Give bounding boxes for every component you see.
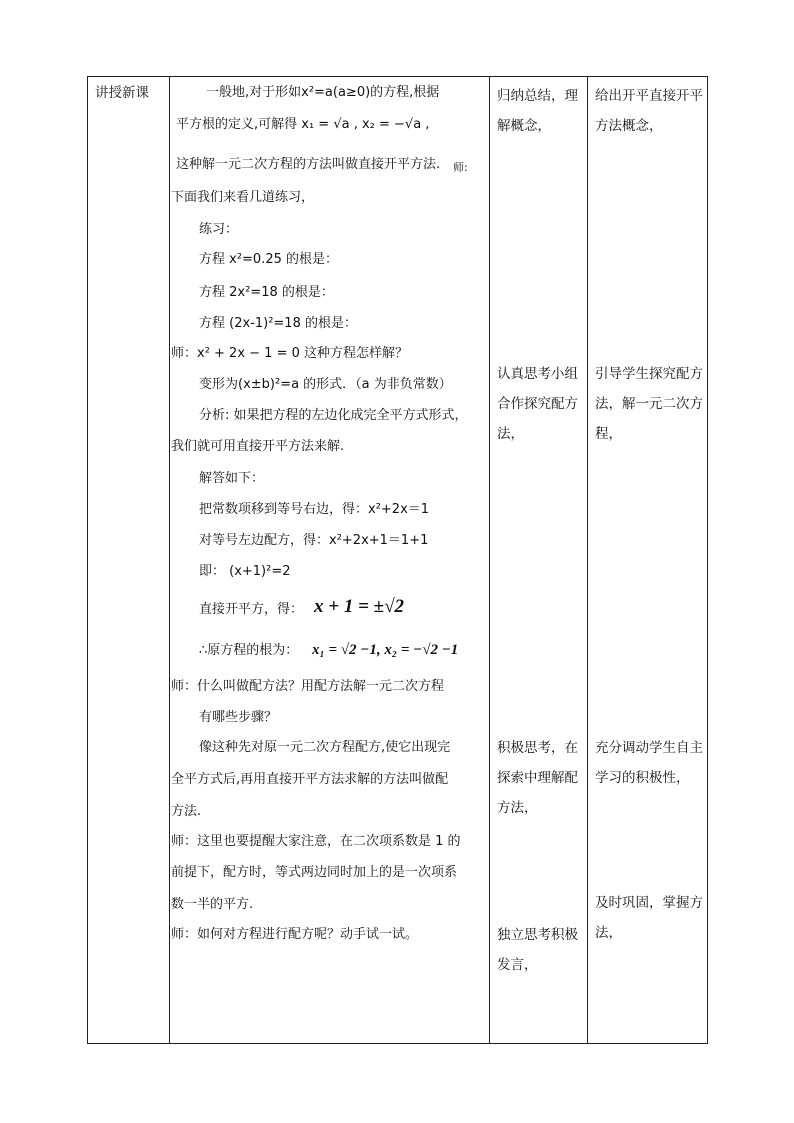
design-intent-cell xyxy=(588,77,708,1044)
section-label: 讲授新课 xyxy=(95,85,149,101)
content-line: 变形为(x±b)²=a 的形式．（a 为非负常数） xyxy=(199,377,452,392)
teaching-content-cell xyxy=(170,77,490,1044)
content-line: 我们就可用直接开平方法来解. xyxy=(171,439,345,454)
content-line: 师：这里也要提醒大家注意，在二次项系数是 1 的 xyxy=(171,834,461,849)
content-line: 练习： xyxy=(199,222,239,237)
content-line: 解答如下： xyxy=(199,471,265,486)
content-line: 即： (x+1)²=2 xyxy=(199,564,291,579)
content-line: 方法. xyxy=(171,804,202,819)
content-line: 数一半的平方. xyxy=(171,897,254,912)
content-line: 直接开平方，得： xyxy=(199,602,304,617)
content-line: 把常数项移到等号右边，得：x²+2x＝1 xyxy=(199,502,430,517)
content-line: 有哪些步骤？ xyxy=(199,710,278,725)
teaching-content xyxy=(170,77,489,1043)
content-line: 对等号左边配方，得：x²+2x+1＝1+1 xyxy=(199,533,429,548)
design-note: 及时巩固，掌握方法， xyxy=(595,895,703,941)
lesson-plan-table xyxy=(87,76,708,1044)
content-line: 这种解一元二次方程的方法叫做直接开平方法. xyxy=(176,157,441,172)
content-line: 像这种先对原一元二次方程配方,使它出现完 xyxy=(199,740,451,755)
content-line: 一般地,对于形如x²=a(a≥0)的方程,根据 xyxy=(206,85,440,100)
content-line: 分析: 如果把方程的左边化成完全平方式形式， xyxy=(199,408,468,423)
content-line: 平方根的定义,可解得 x₁ = √a , x₂ = −√a , xyxy=(176,117,430,132)
content-line: ∴原方程的根为： xyxy=(199,643,299,658)
design-note: 引导学生探究配方法，解一元二次方程， xyxy=(595,366,703,442)
content-line: 师: xyxy=(453,161,468,174)
content-line: 方程 (2x-1)²=18 的根是： xyxy=(199,316,357,331)
student-note: 积极思考，在探索中理解配方法， xyxy=(497,740,578,816)
content-line: 全平方式后,再用直接开平方法求解的方法叫做配 xyxy=(171,772,449,787)
content-line: 方程 2x²=18 的根是： xyxy=(199,285,334,300)
content-line: 师：什么叫做配方法？用配方法解一元二次方程 xyxy=(171,679,445,694)
equation-roots: x₁ = √2 −1, x₂ = −√2 −1 xyxy=(312,642,459,658)
student-note: 独立思考积极发言， xyxy=(497,927,578,973)
design-note: 充分调动学生自主学习的积极性， xyxy=(595,740,703,786)
student-note: 归纳总结，理解概念， xyxy=(497,88,578,134)
design-note: 给出开平直接开平方法概念， xyxy=(595,88,703,134)
content-line: 方程 x²=0.25 的根是： xyxy=(199,252,339,267)
content-line: 师：如何对方程进行配方呢？动手试一试。 xyxy=(171,927,419,942)
content-line: 师：x² + 2x − 1 = 0 这种方程怎样解？ xyxy=(171,346,409,361)
content-line: 下面我们来看几道练习， xyxy=(171,190,315,205)
equation-sqrt: x + 1 = ±√2 xyxy=(314,596,405,617)
section-label-cell xyxy=(88,77,170,1044)
student-activity-cell xyxy=(490,77,588,1044)
content-line: 前提下，配方时，等式两边同时加上的是一次项系 xyxy=(171,865,458,880)
student-note: 认真思考小组合作探究配方法， xyxy=(497,366,578,442)
